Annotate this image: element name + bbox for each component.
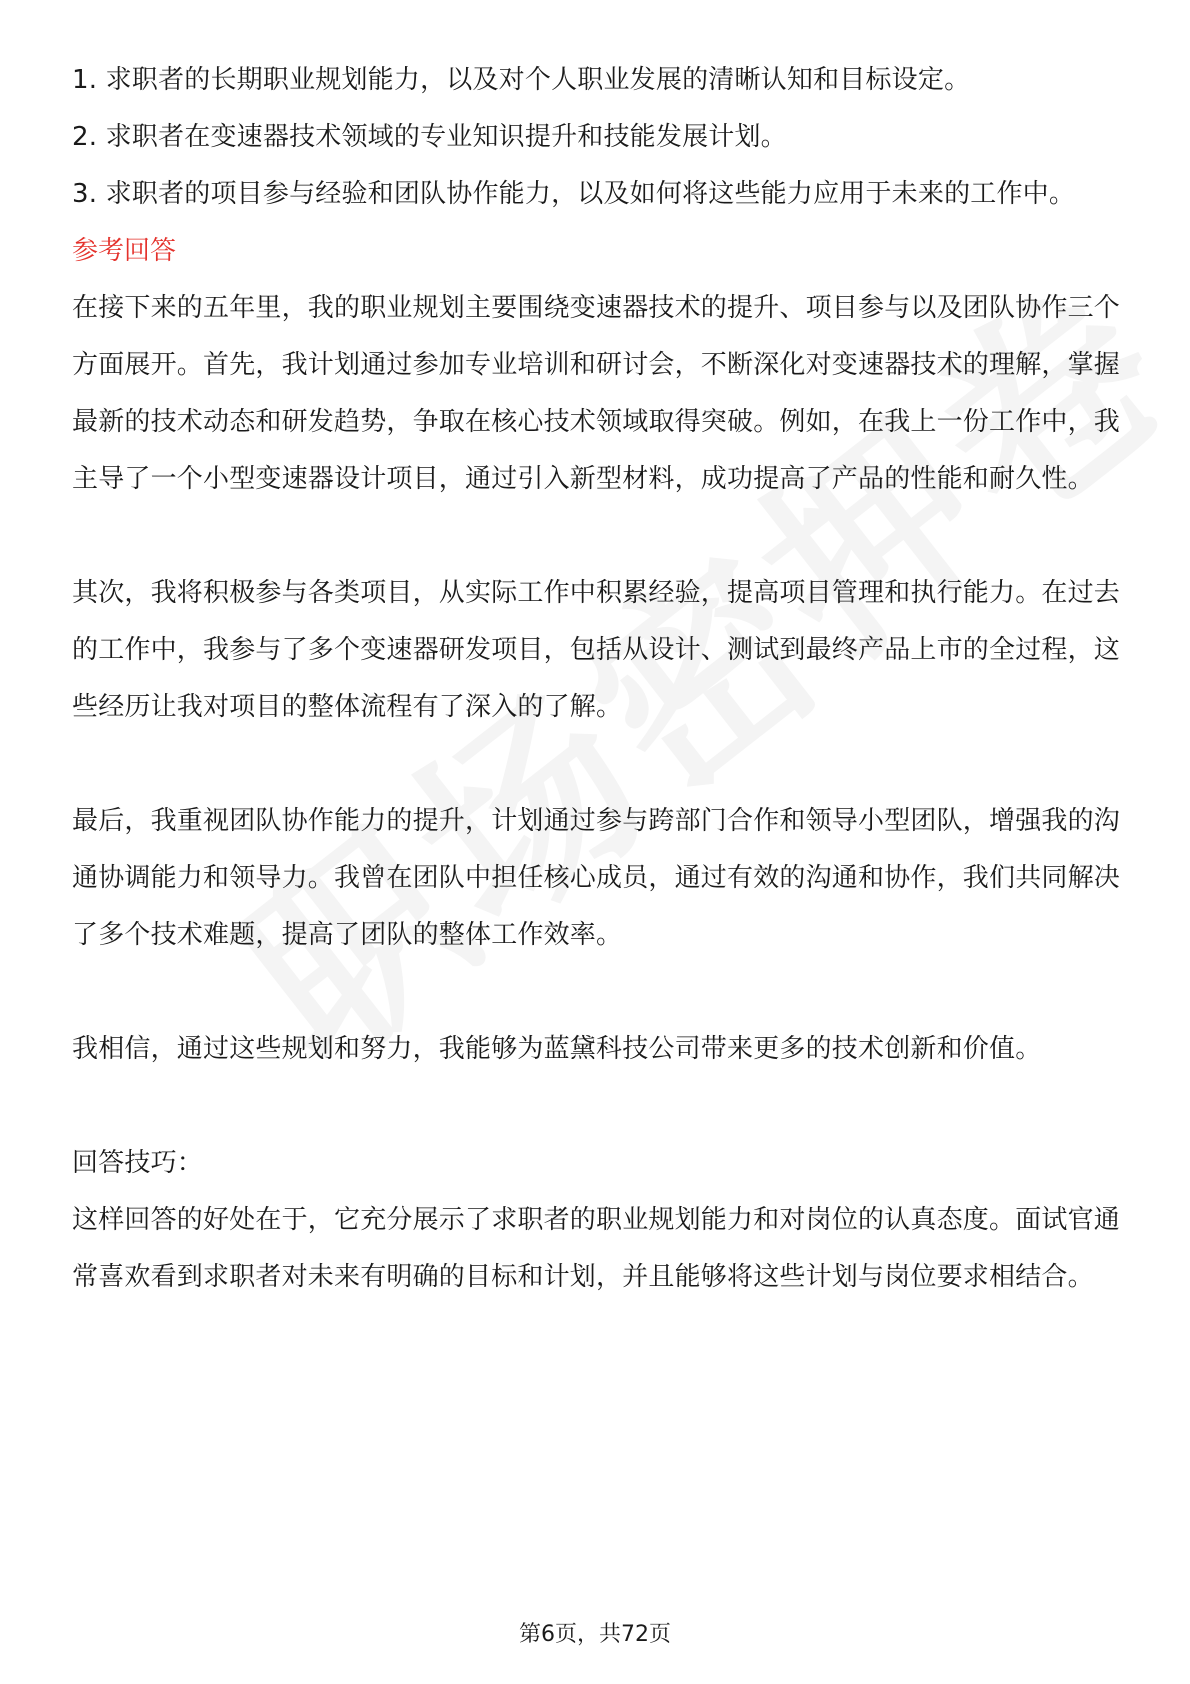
list-item: 1. 求职者的长期职业规划能力，以及对个人职业发展的清晰认知和目标设定。 xyxy=(72,65,971,95)
reference-answer-heading: 参考回答 xyxy=(72,236,177,266)
document-page xyxy=(72,52,1122,1306)
answer-paragraph: 其次，我将积极参与各类项目，从实际工作中积累经验，提高项目管理和执行能力。在过去的工作中，我参与了多个变速器研发项目，包括从设计、测试到最终产品上市的全过程，这些经历让我对项目的整体流程有了深入的了解。 xyxy=(72,578,1121,722)
list-item: 3. 求职者的项目参与经验和团队协作能力，以及如何将这些能力应用于未来的工作中。 xyxy=(72,179,1076,209)
paragraph-gap xyxy=(72,508,1122,565)
answer-paragraph: 在接下来的五年里，我的职业规划主要围绕变速器技术的提升、项目参与以及团队协作三个方面展开。首先，我计划通过参加专业培训和研讨会，不断深化对变速器技术的理解，掌握最新的技术动态和研发趋势，争取在核心技术领域取得突破。例如，在我上一份工作中，我主导了一个小型变速器设计项目，通过引入新型材料，成功提高了产品的性能和耐久性。 xyxy=(72,293,1121,494)
paragraph-gap xyxy=(72,964,1122,1021)
tips-heading: 回答技巧： xyxy=(72,1148,204,1178)
tips-paragraph: 这样回答的好处在于，它充分展示了求职者的职业规划能力和对岗位的认真态度。面试官通常喜欢看到求职者对未来有明确的目标和计划，并且能够将这些计划与岗位要求相结合。 xyxy=(72,1205,1121,1292)
page-number: 第6页，共72页 xyxy=(519,1622,671,1647)
answer-paragraph: 我相信，通过这些规划和努力，我能够为蓝黛科技公司带来更多的技术创新和价值。 xyxy=(72,1034,1042,1064)
paragraph-gap xyxy=(72,1078,1122,1135)
paragraph-gap xyxy=(72,736,1122,793)
answer-paragraph: 最后，我重视团队协作能力的提升，计划通过参与跨部门合作和领导小型团队，增强我的沟通协调能力和领导力。我曾在团队中担任核心成员，通过有效的沟通和协作，我们共同解决了多个技术难题，提高了团队的整体工作效率。 xyxy=(72,806,1121,950)
list-item: 2. 求职者在变速器技术领域的专业知识提升和技能发展计划。 xyxy=(72,122,787,152)
